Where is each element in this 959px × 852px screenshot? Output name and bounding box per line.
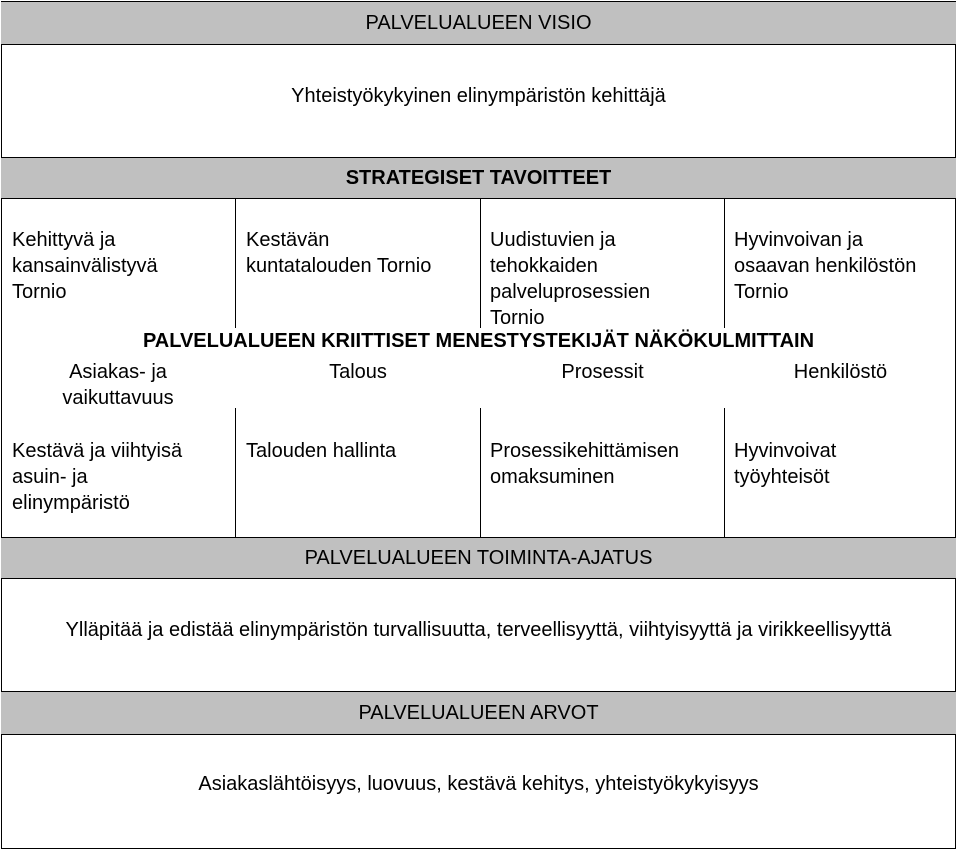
factor-divider-3 — [724, 408, 725, 538]
factor-divider-2 — [480, 408, 481, 538]
factor-cell-3 — [490, 438, 679, 490]
vision-header-label: PALVELUALUEEN VISIO — [365, 11, 592, 34]
goal-cell-4 — [734, 227, 916, 305]
perspective-customer-line: vaikuttavuus — [62, 387, 174, 409]
perspective-processes-line: Prosessit — [561, 361, 644, 383]
values-header — [1, 691, 956, 735]
goal-cell-3 — [490, 227, 650, 331]
factor-cell-1-line: asuin- ja — [12, 466, 88, 488]
goal-cell-1-line: Kehittyvä ja — [12, 229, 116, 251]
goal-cell-1 — [12, 227, 158, 305]
goal-cell-4-line: Hyvinvoivan ja — [734, 229, 863, 251]
mission-text: Ylläpitää ja edistää elinympäristön turvallisuutta, terveellisyyttä, viihtyisyyttä ja virikkeellisyyttä — [65, 619, 892, 641]
factor-cell-3-line: omaksuminen — [490, 466, 615, 488]
factor-cell-4-line: Hyvinvoivat — [734, 440, 837, 462]
critical-factors-header: PALVELUALUEEN KRIITTISET MENESTYSTEKIJÄT NÄKÖKULMITTAIN — [142, 330, 815, 352]
factor-divider-1 — [235, 408, 236, 538]
values-text: Asiakaslähtöisyys, luovuus, kestävä kehitys, yhteistyökykyisyys — [198, 773, 759, 795]
goal-cell-3-line: Uudistuvien ja — [490, 229, 616, 251]
values-header-label: PALVELUALUEEN ARVOT — [358, 701, 599, 724]
goal-cell-1-line: kansainvälistyvä — [12, 255, 158, 277]
factor-cell-2 — [246, 438, 396, 464]
perspective-processes — [481, 359, 724, 385]
goal-cell-4-line: Tornio — [734, 281, 789, 303]
goal-cell-2-line: kuntatalouden Tornio — [246, 255, 432, 277]
goal-cell-3-line: tehokkaiden — [490, 255, 598, 277]
vision-text: Yhteistyökykyinen elinympäristön kehittäjä — [291, 85, 666, 107]
mission-header — [1, 537, 956, 579]
perspective-personnel-line: Henkilöstö — [793, 361, 888, 383]
factor-cell-4 — [734, 438, 836, 490]
factor-cell-2-line: Talouden hallinta — [246, 440, 397, 462]
goal-cell-3-line: Tornio — [490, 307, 545, 329]
goal-cell-2-line: Kestävän — [246, 229, 330, 251]
strategic-goals-header-label: STRATEGISET TAVOITTEET — [345, 166, 612, 189]
goal-divider-2 — [480, 199, 481, 328]
vision-header — [1, 1, 956, 45]
perspective-finance-line: Talous — [329, 361, 387, 383]
perspective-finance — [236, 359, 480, 385]
perspective-personnel — [725, 359, 956, 385]
factor-cell-3-line: Prosessikehittämisen — [490, 440, 679, 462]
factor-cell-4-line: työyhteisöt — [734, 466, 830, 488]
mission-header-label: PALVELUALUEEN TOIMINTA-AJATUS — [304, 546, 653, 569]
factor-cell-1-line: elinympäristö — [12, 492, 130, 514]
goal-divider-3 — [724, 199, 725, 328]
strategic-goals-header — [1, 157, 956, 199]
factor-cell-1 — [12, 438, 182, 516]
goal-cell-2 — [246, 227, 431, 279]
perspective-customer — [1, 359, 235, 411]
goal-cell-3-line: palveluprosessien — [490, 281, 651, 303]
goal-divider-1 — [235, 199, 236, 328]
goal-cell-1-line: Tornio — [12, 281, 67, 303]
perspective-customer-line: Asiakas- ja — [69, 361, 167, 383]
factor-cell-1-line: Kestävä ja viihtyisä — [12, 440, 183, 462]
goal-cell-4-line: osaavan henkilöstön — [734, 255, 917, 277]
